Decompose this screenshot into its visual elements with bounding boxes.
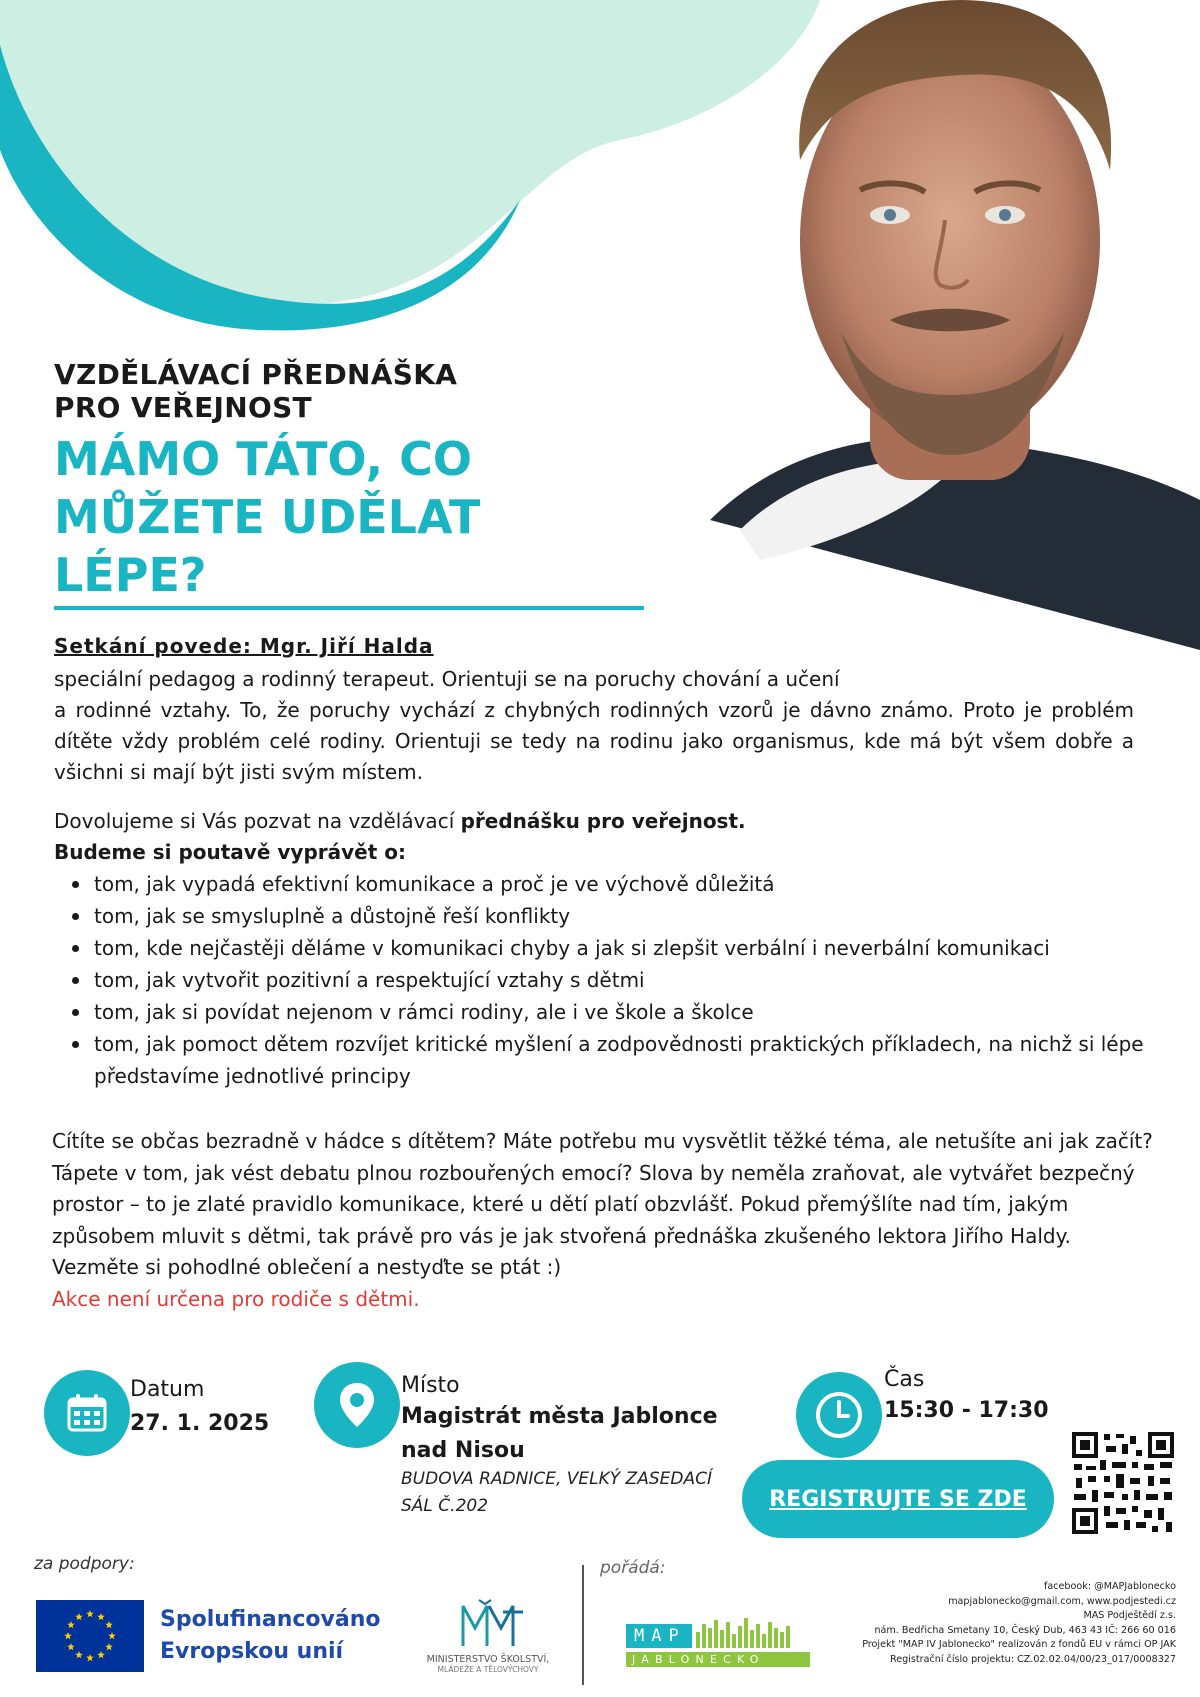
description-block bbox=[52, 1126, 1172, 1315]
date-value: 27. 1. 2025 bbox=[130, 1411, 270, 1436]
footer-info-line: facebook: @MAPJablonecko bbox=[1044, 1581, 1176, 1592]
topics-title: Budeme si poutavě vyprávět o: bbox=[54, 840, 406, 864]
register-button[interactable]: REGISTRUJTE SE ZDE bbox=[742, 1460, 1054, 1538]
bio-line1: speciální pedagog a rodinný terapeut. Orientuji se na poruchy chování a učení bbox=[54, 667, 840, 691]
page-title bbox=[54, 430, 614, 604]
eu-line2: Evropskou unií bbox=[160, 1639, 344, 1664]
bio-rest: a rodinné vztahy. To, že poruchy vychází z chybných rodinných vzorů je dávno známo. Proto je problém dítěte vždy problém celé rodiny. Orientuji se tedy na rodinu jako organismus, kde má být všem dobře a všichni si mají být jisti svým místem. bbox=[54, 698, 1134, 784]
place-detail-line2: SÁL Č.202 bbox=[401, 1496, 489, 1516]
description-text: Cítíte se občas bezradně v hádce s dítětem? Máte potřebu mu vysvětlit těžké téma, ale netušíte ani jak začít? Tápete v tom, jak vést debatu plnou rozbouřených emocí? Slova by neměla zraňovat, ale vytvářet bezpečný prostor – to je zlaté pravidlo komunikace, které u dětí platí obzvlášť. Pokud přemýšlíte nad tím, jakým způsobem mluvit s dětmi, tak právě pro vás je jak stvořená přednáška zkušeného lektora Jiřího Haldy. bbox=[52, 1129, 1153, 1248]
invitation-text bbox=[54, 806, 1154, 837]
location-pin-icon bbox=[314, 1362, 400, 1448]
footer-info-line: Registrační číslo projektu: CZ.02.02.04/00/23_017/0008327 bbox=[890, 1653, 1176, 1665]
footer-info-line: MAS Podještědí z.s. bbox=[1083, 1610, 1176, 1621]
clock-icon bbox=[796, 1372, 882, 1458]
footer-info-line: nám. Bedřicha Smetany 10, Český Dub, 463 43 IČ: 266 60 016 bbox=[874, 1624, 1176, 1636]
event-type-line2: PRO VEŘEJNOST bbox=[54, 391, 312, 424]
list-item: tom, jak pomoct dětem rozvíjet kritické myšlení a zodpovědnosti praktických příkladech, na nichž si lépe představíme jednotlivé principy bbox=[94, 1028, 1154, 1092]
qr-code-icon[interactable] bbox=[1070, 1430, 1176, 1536]
invitation-text-plain: Dovolujeme si Vás pozvat na vzdělávací bbox=[54, 809, 461, 833]
place-line2: nad Nisou bbox=[401, 1438, 525, 1463]
footer-info-line: mapjablonecko@gmail.com, www.podjestedi.cz bbox=[948, 1595, 1176, 1607]
msmt-emblem-icon bbox=[443, 1598, 533, 1650]
equalizer-icon bbox=[696, 1616, 792, 1648]
msmt-line2: MLÁDEŽE A TĚLOVÝCHOVY bbox=[437, 1665, 539, 1674]
eu-cofunded-text bbox=[160, 1604, 381, 1668]
eu-flag-icon bbox=[36, 1600, 144, 1672]
list-item: tom, jak vytvořit pozitivní a respektující vztahy s dětmi bbox=[94, 964, 1154, 996]
title-line3: LÉPE? bbox=[54, 548, 207, 602]
place-detail-line1: BUDOVA RADNICE, VELKÝ ZASEDACÍ bbox=[401, 1469, 712, 1489]
organizer-label: pořádá: bbox=[600, 1558, 666, 1578]
list-item: tom, jak si povídat nejenom v rámci rodiny, ale i ve škole a školce bbox=[94, 996, 1154, 1028]
event-type-line1: VZDĚLÁVACÍ PŘEDNÁŠKA bbox=[54, 358, 458, 391]
date-label: Datum bbox=[130, 1377, 205, 1402]
msmt-logo bbox=[398, 1598, 578, 1674]
warning-note: Akce není určena pro rodiče s dětmi. bbox=[52, 1286, 420, 1311]
lecturer-bio bbox=[54, 664, 1134, 788]
clothing-note: Vezměte si pohodlné oblečení a nestyďte se ptát :) bbox=[52, 1255, 562, 1279]
msmt-line1: MINISTERSTVO ŠKOLSTVÍ, bbox=[426, 1654, 550, 1665]
time-label: Čas bbox=[884, 1367, 925, 1392]
map-logo-text: MAP bbox=[626, 1624, 692, 1648]
topics-list bbox=[54, 868, 1154, 1092]
list-item: tom, jak se smysluplně a důstojně řeší konflikty bbox=[94, 900, 1154, 932]
lecturer-photo bbox=[700, 0, 1200, 650]
map-logo-subtext: JABLONECKO bbox=[626, 1652, 810, 1667]
calendar-icon bbox=[44, 1370, 130, 1456]
title-line1: MÁMO TÁTO, CO bbox=[54, 432, 472, 486]
lecturer-label: Setkání povede: Mgr. Jiří Halda bbox=[54, 634, 434, 658]
place-line1: Magistrát města Jablonce bbox=[401, 1404, 718, 1429]
time-value: 15:30 - 17:30 bbox=[884, 1398, 1049, 1423]
footer-contact-info bbox=[862, 1580, 1176, 1667]
place-value bbox=[401, 1400, 718, 1468]
footer-divider bbox=[582, 1565, 584, 1685]
decorative-wave-shape bbox=[0, 0, 820, 340]
invitation-text-bold: přednášku pro veřejnost. bbox=[460, 809, 746, 833]
map-jablonecko-logo bbox=[626, 1616, 816, 1667]
title-underline bbox=[54, 606, 644, 610]
title-line2: MŮŽETE UDĚLAT bbox=[54, 490, 481, 544]
invitation-block bbox=[54, 806, 1154, 1092]
place-label: Místo bbox=[401, 1373, 460, 1398]
event-type-heading bbox=[54, 358, 457, 424]
place-detail bbox=[401, 1466, 712, 1520]
support-label: za podpory: bbox=[34, 1554, 135, 1574]
list-item: tom, jak vypadá efektivní komunikace a proč je ve výchově důležitá bbox=[94, 868, 1154, 900]
list-item: tom, kde nejčastěji děláme v komunikaci chyby a jak si zlepšit verbální i neverbální komunikaci bbox=[94, 932, 1154, 964]
eu-line1: Spolufinancováno bbox=[160, 1607, 381, 1632]
footer-info-line: Projekt "MAP IV Jablonecko" realizován z fondů EU v rámci OP JAK bbox=[862, 1639, 1176, 1650]
